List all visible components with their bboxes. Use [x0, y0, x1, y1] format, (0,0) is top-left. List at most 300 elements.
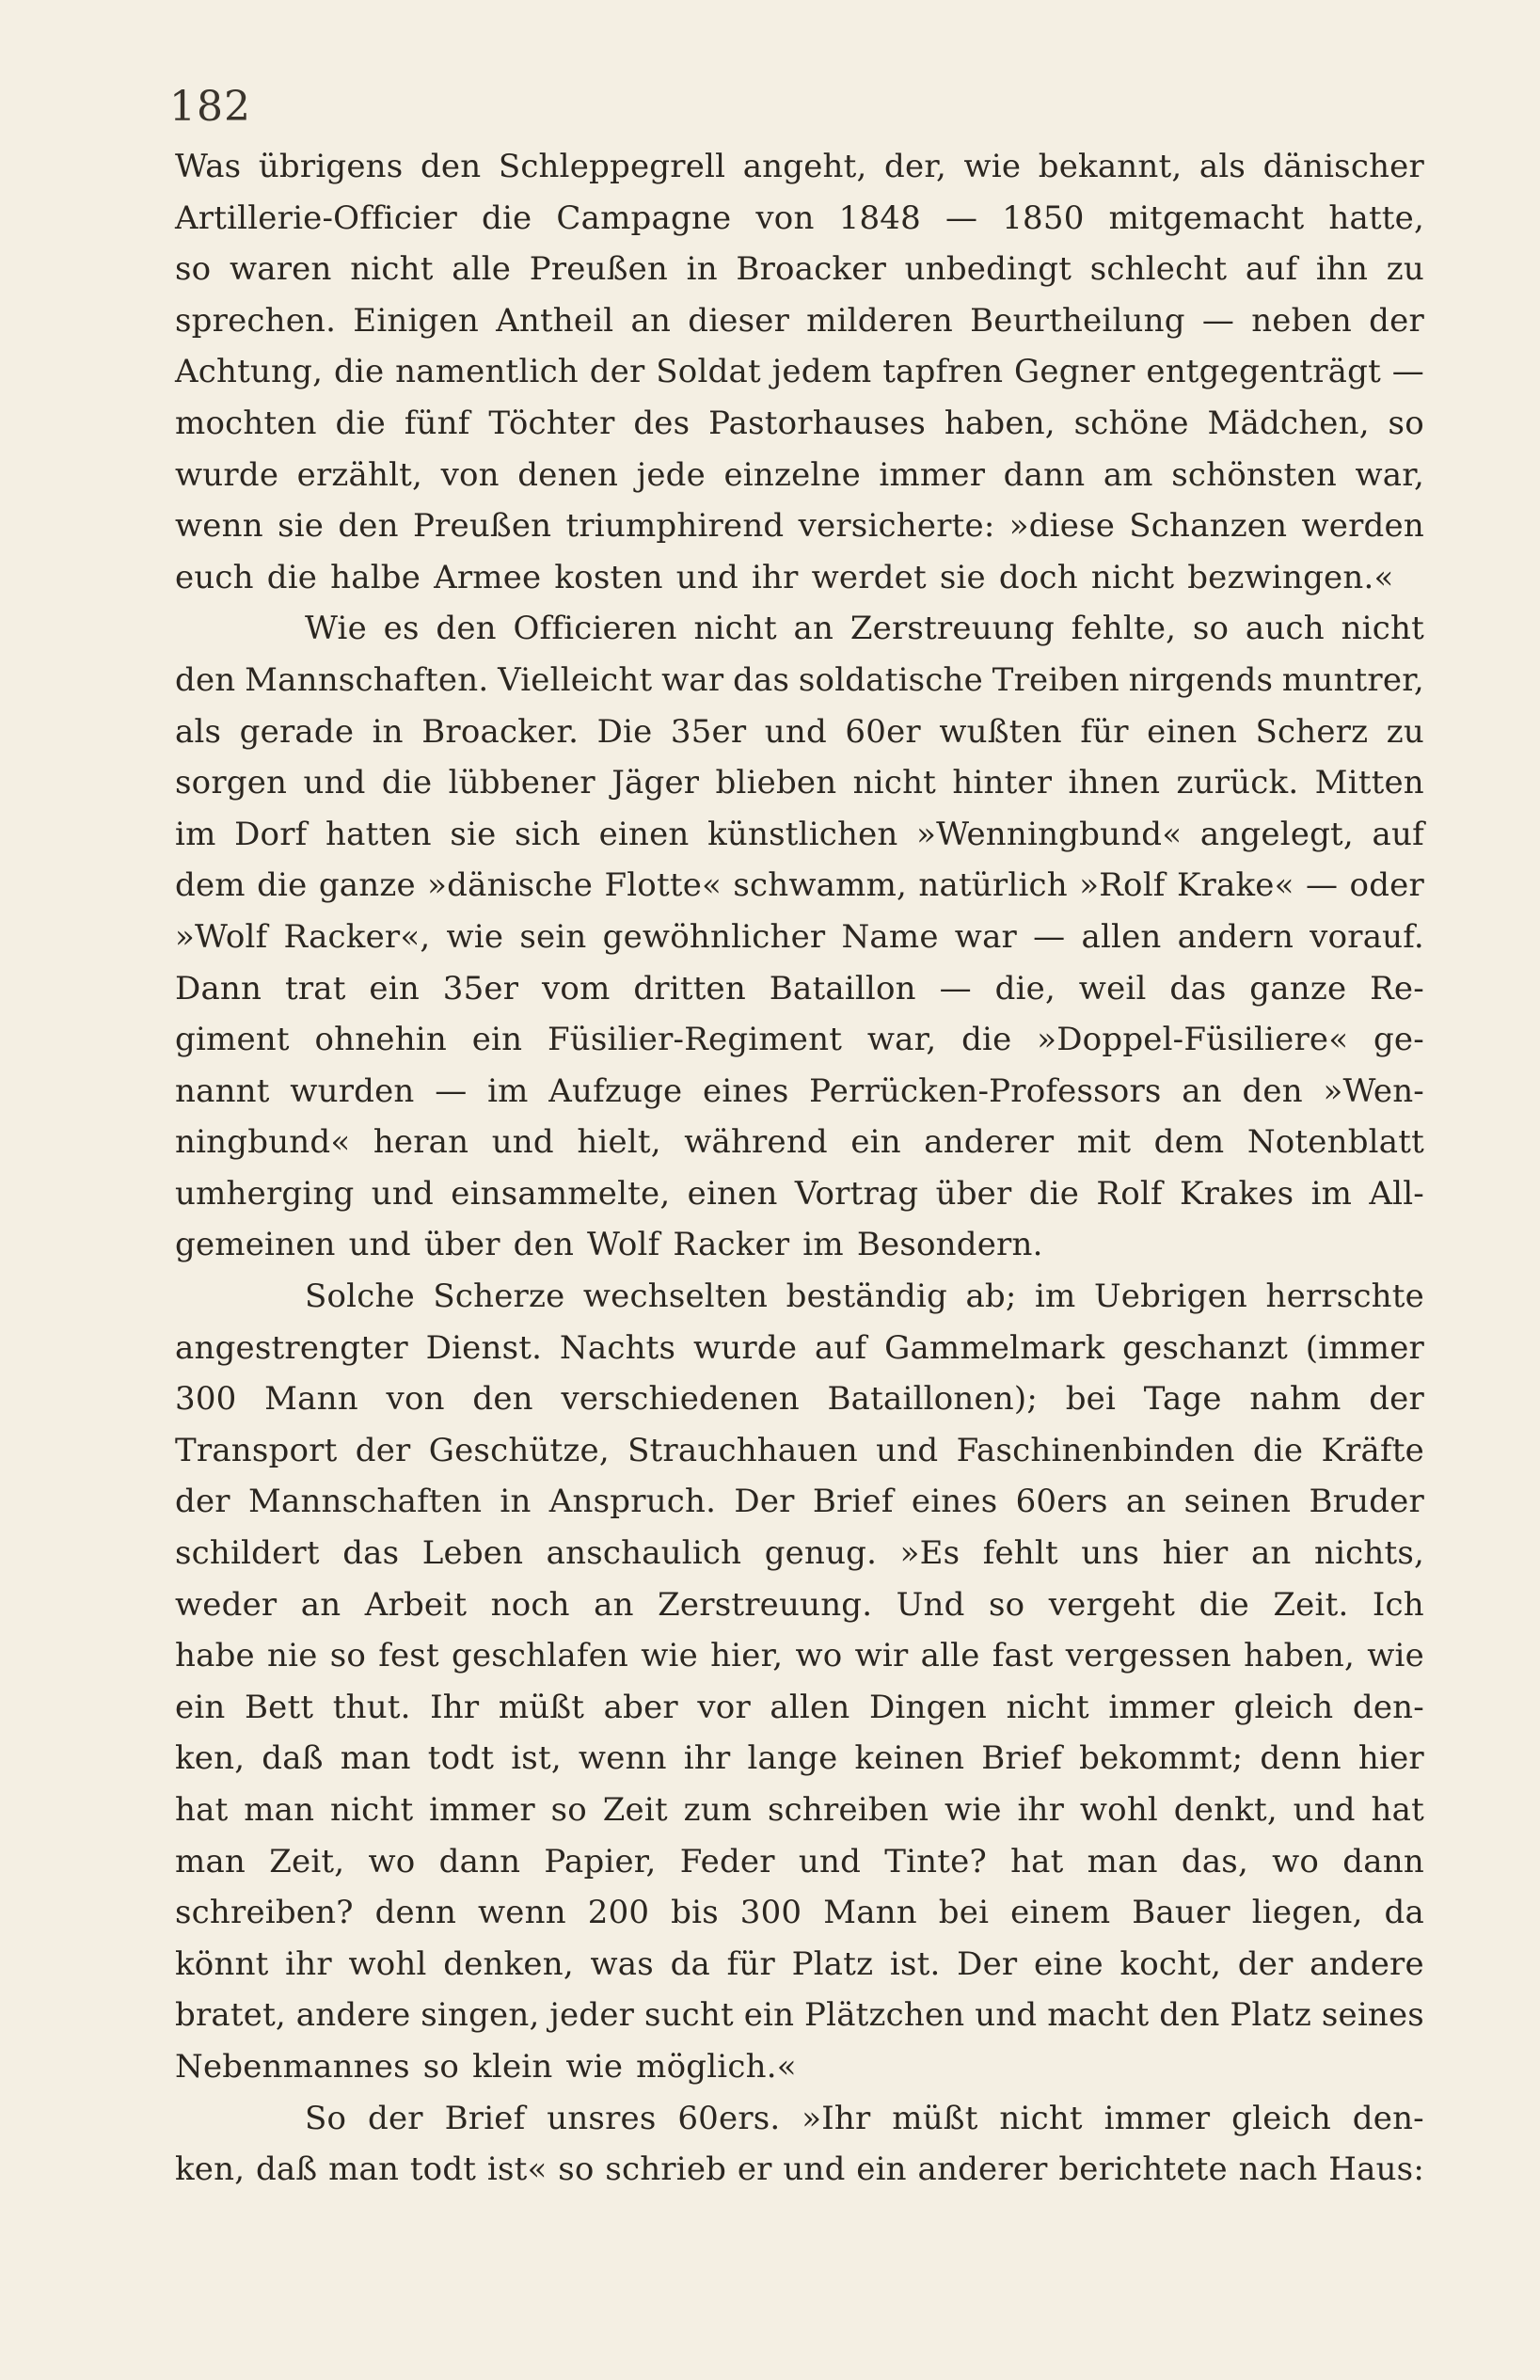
- word: weil: [1078, 969, 1147, 1008]
- word: wie: [945, 1791, 1002, 1829]
- word: schwamm,: [733, 866, 908, 905]
- word: im: [802, 1226, 844, 1264]
- word: die: [1028, 1174, 1080, 1213]
- word: 35er: [670, 712, 747, 751]
- word: den: [420, 148, 482, 185]
- word: unbedingt: [904, 250, 1072, 289]
- word: den-: [1352, 1688, 1424, 1726]
- word: ein: [369, 969, 420, 1008]
- word: lange: [747, 1739, 838, 1778]
- word: schönsten: [1171, 455, 1337, 494]
- word: was: [590, 1944, 654, 1983]
- word: dritten: [633, 969, 746, 1008]
- word: ihnen: [1068, 764, 1161, 802]
- word: Papier,: [544, 1842, 657, 1880]
- word: Mädchen,: [1207, 404, 1370, 442]
- word: —: [945, 198, 978, 237]
- word: nicht: [329, 1791, 414, 1829]
- word: der: [589, 353, 645, 391]
- text-line: [175, 500, 1424, 552]
- word: entgegenträgt: [1146, 353, 1381, 391]
- word: so: [175, 250, 212, 289]
- word: jede: [636, 455, 706, 494]
- word: Der: [734, 1483, 795, 1521]
- word: sie: [939, 558, 986, 596]
- word: anderer: [917, 2150, 1048, 2189]
- word: Re-: [1370, 969, 1424, 1008]
- word: die: [1199, 1585, 1249, 1624]
- word: Racker«,: [283, 917, 431, 956]
- word: Soldat: [656, 353, 761, 391]
- word: den-: [1352, 2099, 1424, 2137]
- word: so: [1388, 404, 1424, 442]
- word: Und: [896, 1585, 965, 1624]
- word: und: [876, 1431, 939, 1469]
- word: Tage: [1143, 1380, 1222, 1419]
- word: von: [755, 198, 815, 237]
- word: Gammelmark: [884, 1328, 1105, 1367]
- text-line: [175, 860, 1424, 912]
- word: den: [175, 660, 236, 699]
- word: todt: [427, 1739, 495, 1778]
- word: andere: [295, 1996, 411, 2035]
- word: wohl: [348, 1944, 427, 1983]
- word: auf: [1245, 250, 1298, 289]
- word: Zeit: [602, 1791, 668, 1829]
- word: einen: [687, 1174, 778, 1213]
- text-line: [175, 1066, 1424, 1118]
- word: Zeit.: [1273, 1585, 1349, 1624]
- word: 60er: [845, 712, 921, 751]
- text-line: [175, 963, 1424, 1015]
- text-line: [175, 1785, 1424, 1836]
- word: der: [1237, 1944, 1294, 1983]
- word: einzelne: [723, 455, 861, 494]
- word: und: [975, 1996, 1038, 2035]
- word: und: [348, 1226, 411, 1264]
- word: in: [686, 250, 718, 289]
- word: ein: [175, 1688, 226, 1726]
- word: Flotte«: [604, 866, 722, 905]
- word: Pastorhauses: [708, 404, 927, 442]
- word: berichtete: [1058, 2150, 1228, 2189]
- word: jeder: [549, 1996, 635, 2035]
- word: Jäger: [611, 764, 700, 802]
- word: immer: [429, 1791, 535, 1829]
- word: das: [1169, 969, 1227, 1008]
- word: für: [726, 1944, 775, 1983]
- word: man: [1087, 1842, 1158, 1880]
- word: Faschinenbinden: [956, 1431, 1235, 1469]
- word: Bataillon: [769, 969, 916, 1008]
- word: muntrer,: [1281, 660, 1424, 699]
- word: hier: [1162, 1534, 1229, 1573]
- word: sprechen.: [175, 301, 337, 340]
- word: alle: [452, 250, 512, 289]
- text-line: [175, 1014, 1424, 1066]
- word: Ihr: [430, 1688, 480, 1726]
- word: die: [1252, 1431, 1304, 1469]
- word: müßt: [892, 2099, 978, 2137]
- word: wurde: [693, 1328, 798, 1367]
- word: Einigen: [353, 301, 479, 340]
- word: ken,: [175, 1739, 246, 1778]
- word: hatte,: [1328, 198, 1424, 237]
- word: todt: [409, 2150, 477, 2189]
- word: —: [1305, 866, 1339, 905]
- word: Bauer: [1132, 1894, 1230, 1932]
- word: —: [1033, 917, 1066, 956]
- word: ein: [856, 2150, 907, 2189]
- word: wir: [854, 1637, 909, 1675]
- word: er: [737, 2150, 772, 2189]
- word: es: [383, 610, 420, 648]
- word: milderen: [806, 301, 953, 340]
- text-line: [175, 1219, 1424, 1271]
- word: zurück.: [1176, 764, 1299, 802]
- text-line: [175, 1682, 1424, 1734]
- word: Mannschaften: [247, 1483, 483, 1521]
- word: schildert: [175, 1534, 320, 1573]
- text-line: [175, 552, 1424, 604]
- word: Anspruch.: [548, 1483, 717, 1521]
- word: bratet,: [175, 1996, 286, 2035]
- text-line: [175, 346, 1424, 398]
- word: hat: [1010, 1842, 1064, 1880]
- word: dänischer: [1262, 148, 1424, 185]
- text-line: [175, 1271, 1424, 1323]
- word: alle: [920, 1637, 980, 1675]
- word: 1850: [1002, 198, 1085, 237]
- word: verschiedenen: [561, 1380, 800, 1419]
- word: Bruder: [1309, 1483, 1424, 1521]
- word: —: [1391, 353, 1424, 391]
- word: ist.: [889, 1944, 941, 1983]
- word: andern: [1177, 917, 1294, 956]
- text-line: [175, 1323, 1424, 1374]
- word: die: [961, 1021, 1012, 1059]
- word: sie: [278, 507, 325, 546]
- word: weder: [175, 1585, 278, 1624]
- word: hat: [1371, 1791, 1424, 1829]
- word: denn: [1260, 1739, 1342, 1778]
- word: und: [675, 558, 738, 596]
- word: ein: [850, 1123, 901, 1162]
- word: ohnehin: [314, 1021, 447, 1059]
- word: neben: [1251, 301, 1353, 340]
- word: namentlich: [395, 353, 579, 391]
- word: am: [1103, 455, 1153, 494]
- word: ihr: [751, 558, 799, 596]
- word: waren: [229, 250, 332, 289]
- word: gewöhnlicher: [602, 917, 826, 956]
- word: Treiben: [992, 660, 1119, 699]
- word: an: [300, 1585, 341, 1624]
- word: ihn: [1315, 250, 1369, 289]
- word: heran: [373, 1123, 469, 1162]
- word: Leben: [421, 1534, 524, 1573]
- word: bekommt;: [1079, 1739, 1244, 1778]
- word: Mannschaften.: [245, 660, 489, 699]
- word: und: [491, 1123, 554, 1162]
- word: herrschte: [1265, 1277, 1424, 1316]
- word: nicht: [852, 764, 937, 802]
- word: hier,: [710, 1637, 784, 1675]
- word: denkt,: [1173, 1791, 1278, 1829]
- text-line: [175, 1476, 1424, 1528]
- word: war: [954, 917, 1018, 956]
- word: seines: [1321, 1996, 1424, 2035]
- word: wie: [641, 1637, 698, 1675]
- word: über: [935, 1174, 1012, 1213]
- text-line: [175, 1528, 1424, 1579]
- word: von: [440, 455, 500, 494]
- word: bei: [1065, 1380, 1117, 1419]
- word: natürlich: [918, 866, 1068, 905]
- word: Schleppegrell: [498, 148, 726, 185]
- word: lübbener: [448, 764, 595, 802]
- word: dem: [175, 866, 246, 905]
- word: Dorf: [234, 815, 308, 853]
- word: Brief: [444, 2099, 526, 2137]
- word: schrieb: [605, 2150, 727, 2189]
- word: genug.: [764, 1534, 878, 1573]
- word: Brief: [981, 1739, 1063, 1778]
- word: da: [670, 1944, 710, 1983]
- word: bezwingen.«: [1187, 558, 1394, 596]
- word: wechselten: [582, 1277, 769, 1316]
- word: 60ers: [1015, 1483, 1108, 1521]
- word: im: [1310, 1174, 1353, 1213]
- word: ganze: [318, 866, 416, 905]
- text-line: [175, 1373, 1424, 1425]
- word: Transport: [175, 1431, 338, 1469]
- word: Artillerie-Officier: [175, 198, 457, 237]
- word: wenn: [175, 507, 263, 546]
- word: Die: [596, 712, 653, 751]
- word: Mitten: [1314, 764, 1424, 802]
- word: so: [558, 2150, 595, 2189]
- word: So: [305, 2099, 347, 2137]
- word: und: [783, 2150, 846, 2189]
- word: sucht: [643, 1996, 734, 2035]
- word: der: [368, 2099, 423, 2137]
- word: auch: [1245, 610, 1325, 648]
- word: Kräfte: [1321, 1431, 1424, 1469]
- word: und: [798, 1842, 862, 1880]
- word: schreiben?: [175, 1894, 354, 1932]
- word: »diese: [1008, 507, 1116, 546]
- word: nach: [1238, 2150, 1318, 2189]
- word: 1848: [838, 198, 921, 237]
- word: die: [333, 353, 385, 391]
- word: den: [436, 610, 497, 648]
- word: wußten: [939, 712, 1062, 751]
- word: gerade: [239, 712, 355, 751]
- word: die: [482, 198, 532, 237]
- word: liegen,: [1251, 1894, 1363, 1932]
- word: war,: [1355, 455, 1424, 494]
- word: »Es: [899, 1534, 961, 1573]
- word: kosten: [554, 558, 663, 596]
- word: man: [175, 1842, 246, 1880]
- word: den: [338, 507, 399, 546]
- word: wie: [446, 917, 504, 956]
- word: den: [513, 1226, 575, 1264]
- word: dem: [1153, 1123, 1225, 1162]
- word: beständig: [786, 1277, 947, 1316]
- word: bis: [671, 1894, 719, 1932]
- word: wo: [1272, 1842, 1320, 1880]
- page-number: 182: [169, 83, 251, 131]
- word: 300: [739, 1894, 802, 1932]
- word: einen: [598, 815, 690, 853]
- word: wie: [963, 148, 1022, 185]
- word: Preußen: [529, 250, 669, 289]
- word: an: [1182, 1071, 1222, 1110]
- word: daß: [255, 2150, 318, 2189]
- word: Dann: [175, 969, 262, 1008]
- word: Scherz: [1255, 712, 1369, 751]
- word: des: [633, 404, 691, 442]
- word: versicherte:: [798, 507, 995, 546]
- word: All-: [1369, 1174, 1424, 1213]
- word: ihr: [683, 1739, 731, 1778]
- word: Rolf: [1096, 1174, 1163, 1213]
- word: über: [423, 1226, 500, 1264]
- word: —: [939, 969, 972, 1008]
- word: giment: [175, 1021, 290, 1059]
- word: trat: [284, 969, 346, 1008]
- word: »dänische: [427, 866, 594, 905]
- word: man: [328, 2150, 400, 2189]
- word: anderer: [924, 1123, 1055, 1162]
- word: werdet: [811, 558, 927, 596]
- word: Feder: [679, 1842, 775, 1880]
- word: Haus:: [1328, 2150, 1424, 2189]
- text-line: [175, 141, 1424, 193]
- word: einem: [1010, 1894, 1111, 1932]
- word: wo: [368, 1842, 416, 1880]
- word: auf: [814, 1328, 867, 1367]
- word: vom: [542, 969, 611, 1008]
- text-line: [175, 2093, 1424, 2145]
- word: Vortrag: [794, 1174, 919, 1213]
- word: daß: [262, 1739, 324, 1778]
- word: haben,: [1244, 1637, 1356, 1675]
- word: Geschütze,: [428, 1431, 610, 1469]
- word: keinen: [854, 1739, 965, 1778]
- word: nirgends: [1128, 660, 1274, 699]
- word: ein: [471, 1021, 523, 1059]
- word: Bataillonen);: [827, 1380, 1039, 1419]
- word: Scherze: [433, 1277, 565, 1316]
- word: immer: [879, 455, 986, 494]
- word: Zerstreuung: [849, 610, 1055, 648]
- text-line: [175, 2041, 1424, 2093]
- word: den: [1242, 1071, 1303, 1110]
- word: singen,: [421, 1996, 540, 2035]
- word: so: [550, 1791, 587, 1829]
- word: die: [335, 404, 386, 442]
- word: ihr: [285, 1944, 332, 1983]
- word: Preußen: [412, 507, 552, 546]
- word: Aufzuge: [548, 1071, 683, 1110]
- word: als: [1199, 148, 1246, 185]
- word: 60ers.: [677, 2099, 781, 2137]
- word: im: [487, 1071, 529, 1110]
- word: so: [989, 1585, 1025, 1624]
- word: immer: [1103, 2099, 1211, 2137]
- word: kocht,: [1119, 1944, 1222, 1983]
- word: »Doppel-Füsiliere«: [1037, 1021, 1349, 1059]
- word: sie: [450, 815, 497, 853]
- word: einsammelte,: [451, 1174, 671, 1213]
- word: »Ihr: [802, 2099, 871, 2137]
- word: das: [342, 1534, 400, 1573]
- word: könnt: [175, 1944, 269, 1983]
- word: wie: [1367, 1637, 1424, 1675]
- word: Nebenmannes: [175, 2047, 410, 2086]
- word: nicht: [350, 250, 434, 289]
- word: seinen: [1183, 1483, 1292, 1521]
- word: »Wen-: [1323, 1071, 1424, 1110]
- word: im: [175, 815, 216, 853]
- word: an: [594, 1585, 634, 1624]
- word: »Wolf: [175, 917, 268, 956]
- word: übrigens: [258, 148, 404, 185]
- word: Antheil: [496, 301, 614, 340]
- word: und: [371, 1174, 434, 1213]
- word: in: [500, 1483, 532, 1521]
- word: für: [1080, 712, 1129, 751]
- word: Perrücken-Professors: [809, 1071, 1162, 1110]
- word: man: [244, 1791, 315, 1829]
- word: im: [1034, 1277, 1076, 1316]
- text-line: [175, 1733, 1424, 1785]
- word: oder: [1349, 866, 1424, 905]
- word: in: [372, 712, 404, 751]
- word: »Wenningbund«: [916, 815, 1183, 853]
- word: den: [472, 1380, 533, 1419]
- word: wenn: [477, 1894, 566, 1932]
- word: ganze: [1249, 969, 1347, 1008]
- word: das,: [1181, 1842, 1248, 1880]
- text-line: [175, 1117, 1424, 1168]
- word: nicht: [1090, 558, 1175, 596]
- word: mochten: [175, 404, 317, 442]
- word: Krakes: [1180, 1174, 1294, 1213]
- text-line: [175, 706, 1424, 758]
- word: Dienst.: [425, 1328, 543, 1367]
- word: fehlt: [982, 1534, 1058, 1573]
- word: denn: [374, 1894, 457, 1932]
- body-text: [175, 141, 1424, 2196]
- word: das: [733, 660, 790, 699]
- word: fest: [378, 1637, 439, 1675]
- word: denken,: [443, 1944, 574, 1983]
- word: ist«: [486, 2150, 548, 2189]
- text-line: [175, 1630, 1424, 1682]
- word: ein: [743, 1996, 795, 2035]
- text-line: [175, 193, 1424, 245]
- word: wie: [565, 2047, 624, 2086]
- word: Besondern.: [856, 1226, 1043, 1264]
- word: Dingen: [868, 1688, 987, 1726]
- word: nicht: [1006, 1688, 1089, 1726]
- word: Wie: [305, 610, 367, 648]
- word: Platz: [791, 1944, 874, 1983]
